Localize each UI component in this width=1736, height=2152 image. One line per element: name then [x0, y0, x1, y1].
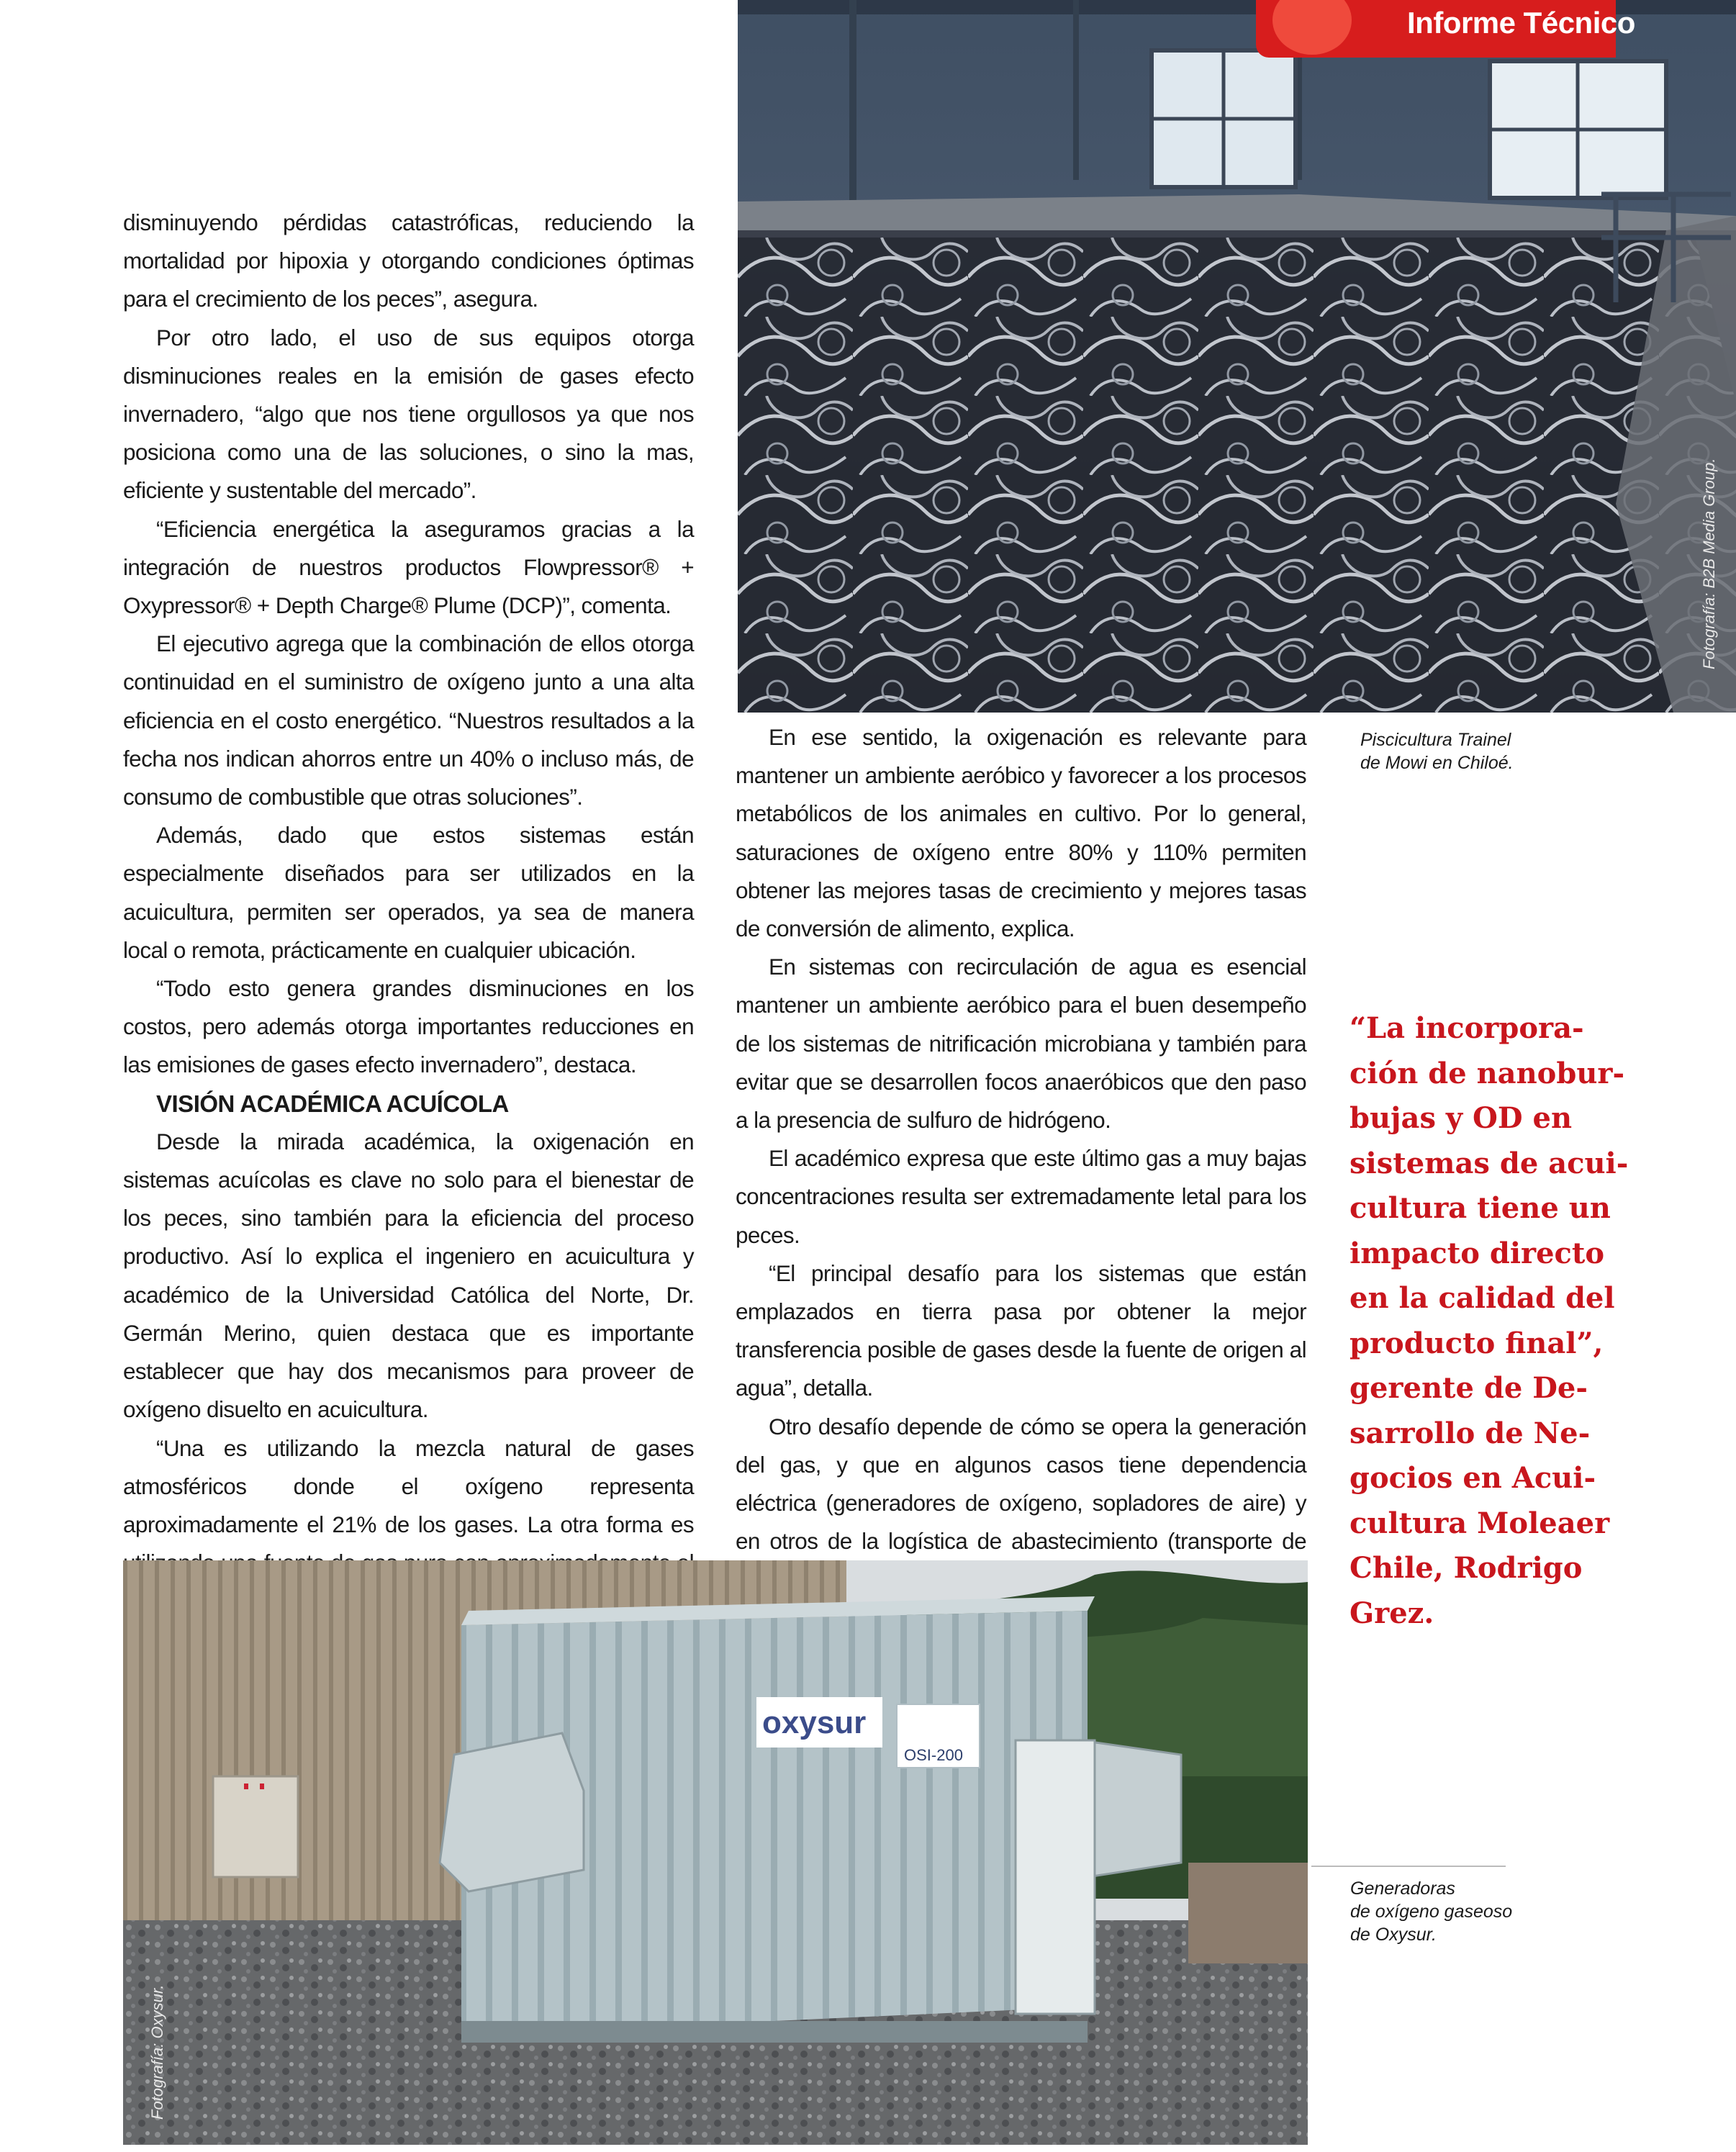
paragraph: Por otro lado, el uso de sus equipos otorga disminuciones reales en la emisión de gases efecto invernadero, “algo que nos tiene orgullosos ya que nos posiciona como una de las soluciones, o sino la mas, eficiente y sustentable del mercado”. — [123, 324, 694, 504]
paragraph: En sistemas con recirculación de agua es esencial mantener un ambiente aeróbico para el buen desempeño de los sistemas de nitrificación microbiana y también para evitar que se desarrollen focos anaeróbicos que den paso a la presencia de sulfuro de hidrógeno. — [736, 954, 1306, 1134]
section-label: Informe Técnico — [1407, 6, 1635, 40]
paragraph: “Una es utilizando la mezcla natural de gases atmosféricos donde el oxígeno representa aproximadamente el 21% de los gases. La otra forma es — [123, 1434, 694, 1537]
top-photo-caption — [1360, 728, 1576, 774]
paragraph: En ese sentido, la oxigenación es relevante para mantener un ambiente aeróbico y favorecer a los procesos metabólicos de los animales en cultivo. Por lo general, saturaciones de oxígeno entre 80% y 110% permiten obtener las mejores tasas de crecimiento y mejores tasas de conversión de alimento, explica. — [736, 724, 1306, 942]
paragraph: “Eficiencia energética la aseguramos gracias a la integración de nuestros productos Flowpressor® + Oxypressor® + Depth Charge® Plume (DCP)”, comenta. — [123, 515, 694, 619]
bottom-photo-credit: Fotografía: Oxysur. — [148, 1984, 166, 2120]
quote-line: producto final”, — [1350, 1326, 1604, 1360]
quote-line: impacto directo — [1350, 1236, 1605, 1270]
paragraph: El académico expresa que este último gas a muy bajas concentraciones resulta ser extremadamente letal para los peces. — [736, 1145, 1306, 1248]
quote-line: Grez. — [1350, 1596, 1434, 1630]
quote-line: cultura tiene un — [1350, 1191, 1611, 1225]
quote-line: cultura Moleaer — [1350, 1506, 1610, 1540]
paragraph: El ejecutivo agrega que la combinación de ellos otorga continuidad en el suministro de oxígeno junto a una alta eficiencia en el costo energético. “Nuestros resultados a la fecha nos indican ahorros entre un 40% o incluso más, de consumo de combustible que otras soluciones”. — [123, 630, 694, 810]
oxygen-generator-photo — [123, 1560, 1308, 2145]
quote-line: en la calidad del — [1350, 1281, 1615, 1315]
paragraph: Además, dado que estos sistemas están especialmente diseñados para ser utilizados en la acuicultura, permiten ser operados, ya sea de manera local o remota, prácticamente en cualquier ubicación. — [123, 822, 694, 963]
paragraph: Desde la mirada académica, la oxigenación en sistemas acuícolas es clave no solo para el bienestar de los peces, sino también para la eficiencia del proceso productivo. Así lo explica el ingeniero en acuicultura y académico de la Universidad Católica del Norte, Dr. Germán Merino, quien destaca que es importante establecer que hay dos mecanismos para proveer de oxígeno disuelto en acuicultura. — [123, 1128, 694, 1423]
unit-label: OSI-200 — [904, 1746, 963, 1764]
paragraph: disminuyendo pérdidas catastróficas, reduciendo la mortalidad por hipoxia y otorgando condiciones óptimas para el crecimiento de los peces”, asegura. — [123, 209, 694, 312]
paragraph: Otro desafío depende de cómo se opera la generación del gas, y que en algunos casos tiene dependencia eléctrica (generadores de oxígeno, sopladores de aire) y en otros de la logística de abastecimiento (transporte de — [736, 1413, 1306, 1555]
caption-line: de Oxysur. — [1350, 1925, 1437, 1945]
caption-line: de Mowi en Chiloé. — [1360, 753, 1514, 773]
quote-line: gerente de De- — [1350, 1371, 1588, 1405]
fish-farm-photo — [738, 0, 1736, 713]
bottom-photo-caption — [1350, 1877, 1566, 1946]
section-heading: VISIÓN ACADÉMICA ACUÍCOLA — [156, 1090, 509, 1117]
caption-line: Piscicultura Trainel — [1360, 730, 1511, 750]
quote-line: “La incorpora- — [1350, 1011, 1584, 1045]
top-photo-credit: Fotografía: B2B Media Group. — [1700, 458, 1718, 669]
caption-line: Generadoras — [1350, 1879, 1455, 1899]
quote-line: sistemas de acui- — [1350, 1146, 1629, 1180]
quote-line: ción de nanobur- — [1350, 1056, 1625, 1090]
left-column — [123, 204, 694, 1621]
quote-line: Chile, Rodrigo — [1350, 1551, 1583, 1585]
caption-divider — [1311, 1866, 1506, 1867]
quote-line: bujas y OD en — [1350, 1101, 1573, 1135]
oxysur-logo: oxysur — [762, 1705, 867, 1740]
paragraph: “El principal desafío para los sistemas que están emplazados en tierra pasa por obtener la mejor transferencia posible de gases desde la fuente de origen al agua”, detalla. — [736, 1260, 1306, 1401]
pull-quote — [1350, 1006, 1652, 1636]
quote-line: sarrollo de Ne- — [1350, 1416, 1591, 1450]
quote-line: gocios en Acui- — [1350, 1461, 1596, 1495]
paragraph: “Todo esto genera grandes disminuciones en los costos, pero además otorga importantes reducciones en las emisiones de gases efecto invernadero”, destaca. — [123, 975, 694, 1078]
caption-line: de oxígeno gaseoso — [1350, 1902, 1513, 1922]
